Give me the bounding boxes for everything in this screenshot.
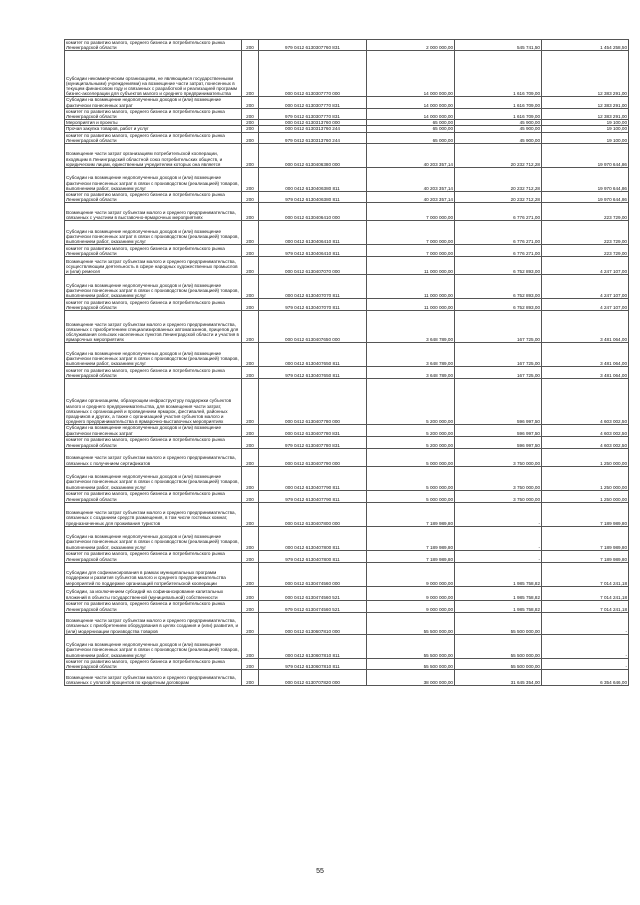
- cell-executed: 6 776 271,00: [455, 221, 542, 245]
- table-row: [65, 466, 629, 490]
- cell-name: Возмещение части затрат субъектам малого и среднего предпринимательства, связанных с созданием средств размещения, в том числе гостевых комнат, предназначенных для проживания туристов: [65, 502, 242, 526]
- cell-approved: 14 000 000,00: [367, 108, 455, 119]
- cell-remaining: 7 014 241,18: [542, 600, 629, 612]
- cell-executed: 1 985 758,82: [455, 562, 542, 586]
- cell-approved: 9 000 000,00: [367, 586, 455, 600]
- cell-remaining: 3 481 064,00: [542, 343, 629, 367]
- cell-kbk: 000 0412 6130313760 000: [259, 120, 367, 126]
- cell-remaining: 4 603 002,50: [542, 379, 629, 425]
- cell-code: 200: [242, 670, 259, 686]
- cell-approved: 5 200 000,00: [367, 379, 455, 425]
- cell-code: 200: [242, 108, 259, 119]
- cell-remaining: 7 189 989,80: [542, 526, 629, 550]
- cell-name: Субсидии организациям, образующим инфраструктуру поддержки субъектов малого и среднего предпринимательства, для возмещения части затрат, связанных с организацией и проведением ярмарок, фестивалей, районных праздников и других, а также с организацией участия субъектов малого и среднего предпринимательства в ярмарочно-выставочных мероприятиях: [65, 379, 242, 425]
- cell-kbk: 979 0412 6130607810 811: [259, 658, 367, 669]
- cell-code: 200: [242, 245, 259, 257]
- cell-code: 200: [242, 257, 259, 275]
- table-row: [65, 550, 629, 562]
- table-row: [65, 221, 629, 245]
- cell-code: 200: [242, 168, 259, 192]
- cell-executed: 596 997,50: [455, 379, 542, 425]
- cell-remaining: 19 100,00: [542, 120, 629, 126]
- table-row: [65, 502, 629, 526]
- cell-executed: 596 997,50: [455, 425, 542, 436]
- cell-name: Возмещение части затрат субъектам малого и среднего предпринимательства, осуществляющим деятельность в сфере народных художественных промыслов и (или) ремесел: [65, 257, 242, 275]
- cell-executed: 167 725,00: [455, 343, 542, 367]
- cell-code: 200: [242, 448, 259, 466]
- cell-name: Субсидии на возмещение недополученных доходов и (или) возмещение фактически понесенных затрат в связи с производством (реализацией) товаров, выполнением работ, оказанием услуг: [65, 168, 242, 192]
- cell-approved: 9 000 000,00: [367, 600, 455, 612]
- cell-approved: 40 203 357,14: [367, 144, 455, 168]
- cell-approved: 11 000 000,00: [367, 275, 455, 299]
- cell-code: 200: [242, 658, 259, 669]
- cell-remaining: 19 100,00: [542, 132, 629, 143]
- cell-kbk: 979 0412 6130407650 811: [259, 367, 367, 379]
- cell-approved: 11 000 000,00: [367, 299, 455, 311]
- cell-name: комитет по развитию малого, среднего бизнеса и потребительского рынка Ленинградской области: [65, 658, 242, 669]
- cell-executed: -: [455, 550, 542, 562]
- budget-execution-table-sheet: [64, 39, 627, 686]
- cell-remaining: 1 454 258,50: [542, 40, 629, 51]
- table-row: [65, 40, 629, 51]
- table-row: [65, 97, 629, 108]
- cell-kbk: 000 0412 6130474560 000: [259, 562, 367, 586]
- cell-executed: -: [455, 502, 542, 526]
- cell-name: комитет по развитию малого, среднего бизнеса и потребительского рынка Ленинградской области: [65, 132, 242, 143]
- cell-executed: 3 750 000,00: [455, 448, 542, 466]
- cell-approved: 65 000,00: [367, 120, 455, 126]
- page-number: 55: [316, 868, 324, 875]
- table-row: [65, 311, 629, 343]
- cell-approved: 55 500 000,00: [367, 612, 455, 634]
- cell-kbk: 000 0412 6130406380 811: [259, 168, 367, 192]
- cell-kbk: 000 0412 6130406380 000: [259, 144, 367, 168]
- cell-name: комитет по развитию малого, среднего бизнеса и потребительского рынка Ленинградской области: [65, 436, 242, 448]
- cell-approved: 5 000 000,00: [367, 490, 455, 502]
- cell-code: 200: [242, 120, 259, 126]
- cell-code: 200: [242, 425, 259, 436]
- cell-executed: 6 752 893,00: [455, 299, 542, 311]
- cell-remaining: 19 970 644,86: [542, 192, 629, 203]
- table-row: [65, 168, 629, 192]
- cell-name: Субсидии на возмещение недополученных доходов и (или) возмещение фактически понесенных затрат: [65, 425, 242, 436]
- cell-approved: 14 000 000,00: [367, 51, 455, 97]
- cell-code: 200: [242, 203, 259, 221]
- cell-executed: 45 900,00: [455, 120, 542, 126]
- cell-kbk: 979 0412 6130307770 831: [259, 108, 367, 119]
- cell-name: Субсидии на возмещение недополученных доходов и (или) возмещение фактически понесенных затрат в связи с производством (реализацией) товаров, выполнением работ, оказанием услуг: [65, 221, 242, 245]
- cell-kbk: 000 0412 6130407800 811: [259, 526, 367, 550]
- cell-kbk: 979 0412 6130474560 521: [259, 600, 367, 612]
- cell-executed: 1 985 758,82: [455, 586, 542, 600]
- cell-kbk: 979 0412 6130407070 811: [259, 299, 367, 311]
- cell-name: комитет по развитию малого, среднего бизнеса и потребительского рынка Ленинградской области: [65, 600, 242, 612]
- cell-code: 200: [242, 275, 259, 299]
- cell-name: комитет по развитию малого, среднего бизнеса и потребительского рынка Ленинградской области: [65, 245, 242, 257]
- cell-approved: 65 000,00: [367, 132, 455, 143]
- table-row: [65, 658, 629, 669]
- cell-approved: 55 500 000,00: [367, 658, 455, 669]
- table-row: [65, 379, 629, 425]
- cell-remaining: 12 383 291,00: [542, 51, 629, 97]
- cell-executed: 1 985 758,82: [455, 600, 542, 612]
- cell-approved: 65 000,00: [367, 126, 455, 132]
- cell-remaining: 12 383 291,00: [542, 108, 629, 119]
- cell-code: 200: [242, 586, 259, 600]
- cell-code: 200: [242, 379, 259, 425]
- cell-executed: 20 232 712,28: [455, 144, 542, 168]
- cell-name: комитет по развитию малого, среднего бизнеса и потребительского рынка Ленинградской области: [65, 192, 242, 203]
- table-row: [65, 299, 629, 311]
- cell-remaining: 3 481 064,00: [542, 367, 629, 379]
- cell-code: 200: [242, 51, 259, 97]
- cell-remaining: 4 603 002,50: [542, 425, 629, 436]
- cell-executed: 45 900,00: [455, 126, 542, 132]
- cell-approved: 3 648 789,00: [367, 367, 455, 379]
- cell-executed: 1 616 709,00: [455, 108, 542, 119]
- table-row: [65, 448, 629, 466]
- table-row: [65, 367, 629, 379]
- table-body: [65, 40, 629, 686]
- cell-code: 200: [242, 221, 259, 245]
- cell-approved: 7 000 000,00: [367, 203, 455, 221]
- cell-kbk: 000 0412 6130607810 000: [259, 612, 367, 634]
- cell-approved: 7 189 989,80: [367, 502, 455, 526]
- cell-executed: 3 750 000,00: [455, 490, 542, 502]
- cell-kbk: 979 0412 6130307760 831: [259, 40, 367, 51]
- cell-remaining: 7 014 241,18: [542, 586, 629, 600]
- cell-kbk: 000 0412 6130407650 000: [259, 311, 367, 343]
- table-row: [65, 526, 629, 550]
- cell-code: 200: [242, 299, 259, 311]
- cell-remaining: 4 247 107,00: [542, 299, 629, 311]
- cell-executed: 31 645 354,00: [455, 670, 542, 686]
- cell-kbk: 979 0412 6130406410 811: [259, 245, 367, 257]
- cell-approved: 2 000 000,00: [367, 40, 455, 51]
- cell-remaining: 7 189 989,80: [542, 550, 629, 562]
- cell-name: Мероприятия и проекты: [65, 120, 242, 126]
- cell-code: 200: [242, 634, 259, 658]
- cell-kbk: 000 0412 6130407650 811: [259, 343, 367, 367]
- cell-kbk: 000 0412 6130407780 831: [259, 425, 367, 436]
- cell-remaining: -: [542, 634, 629, 658]
- cell-kbk: 000 0412 6130707820 000: [259, 670, 367, 686]
- table-row: [65, 600, 629, 612]
- cell-name: Субсидии на возмещение недополученных доходов и (или) возмещение фактически понесенных затрат в связи с производством (реализацией) товаров, выполнением работ, оказанием услуг: [65, 343, 242, 367]
- cell-code: 200: [242, 562, 259, 586]
- cell-executed: 20 232 712,28: [455, 168, 542, 192]
- cell-executed: 55 500 000,00: [455, 634, 542, 658]
- cell-approved: 5 000 000,00: [367, 448, 455, 466]
- cell-code: 200: [242, 192, 259, 203]
- cell-approved: 14 000 000,00: [367, 97, 455, 108]
- cell-approved: 5 000 000,00: [367, 466, 455, 490]
- cell-remaining: 19 970 644,86: [542, 168, 629, 192]
- cell-approved: 3 648 789,00: [367, 311, 455, 343]
- table-row: [65, 670, 629, 686]
- cell-name: Возмещение части затрат субъектам малого и среднего предпринимательства, связанных с уплатой процентов по кредитным договорам: [65, 670, 242, 686]
- table-row: [65, 203, 629, 221]
- cell-name: комитет по развитию малого, среднего бизнеса и потребительского рынка Ленинградской области: [65, 550, 242, 562]
- cell-name: Возмещение части затрат субъектам малого и среднего предпринимательства, связанных с получением сертификатов: [65, 448, 242, 466]
- cell-name: Возмещение части затрат субъектам малого и среднего предпринимательства, связанных с приобретением специализированных автомагазинов, прицепов для обслуживания сельских населенных пунктов Ленинградской области и участия в ярмарочных мероприятиях: [65, 311, 242, 343]
- cell-remaining: 19 970 644,86: [542, 144, 629, 168]
- cell-executed: 6 776 271,00: [455, 245, 542, 257]
- cell-name: комитет по развитию малого, среднего бизнеса и потребительского рынка Ленинградской области: [65, 299, 242, 311]
- cell-executed: 45 900,00: [455, 132, 542, 143]
- cell-kbk: 000 0412 6130406410 811: [259, 221, 367, 245]
- cell-name: Возмещение части затрат организациям потребительской кооперации, входящим в Ленинградский областной союз потребительских обществ, и юридическим лицам, единственным учредителем которых она является: [65, 144, 242, 168]
- table-row: [65, 586, 629, 600]
- cell-code: 200: [242, 126, 259, 132]
- cell-code: 200: [242, 144, 259, 168]
- cell-name: Возмещение части затрат субъектам малого и среднего предпринимательства, связанных с участием в выставочно-ярмарочных мероприятиях: [65, 203, 242, 221]
- cell-kbk: 000 0412 6130407800 000: [259, 502, 367, 526]
- cell-name: Прочая закупка товаров, работ и услуг: [65, 126, 242, 132]
- cell-approved: 7 189 989,80: [367, 526, 455, 550]
- cell-executed: 167 725,00: [455, 367, 542, 379]
- cell-remaining: 223 729,00: [542, 245, 629, 257]
- cell-code: 200: [242, 40, 259, 51]
- table-row: [65, 132, 629, 143]
- cell-kbk: 979 0412 6130406380 811: [259, 192, 367, 203]
- cell-approved: 7 189 989,80: [367, 550, 455, 562]
- cell-remaining: 7 014 241,18: [542, 562, 629, 586]
- cell-remaining: 7 189 989,80: [542, 502, 629, 526]
- cell-remaining: 19 100,00: [542, 126, 629, 132]
- cell-name: Субсидии, за исключением субсидий на софинансирование капитальных вложений в объекты государственной (муниципальной) собственности: [65, 586, 242, 600]
- cell-remaining: 12 383 291,00: [542, 97, 629, 108]
- cell-executed: 6 752 893,00: [455, 257, 542, 275]
- table-row: [65, 343, 629, 367]
- cell-code: 200: [242, 490, 259, 502]
- cell-approved: 7 000 000,00: [367, 245, 455, 257]
- cell-executed: 1 616 709,00: [455, 97, 542, 108]
- cell-remaining: 6 354 646,00: [542, 670, 629, 686]
- table-row: [65, 245, 629, 257]
- cell-kbk: 000 0412 6130407780 000: [259, 379, 367, 425]
- cell-name: Субсидии некоммерческим организациям, не являющимся государственными (муниципальными) учреждениями) на возмещение части затрат, понесенных в текущем финансовом году и связанных с разработкой и реализацией программ бизнес-акселерации для субъектов малого и среднего предпринимательства: [65, 51, 242, 97]
- cell-approved: 40 203 357,14: [367, 192, 455, 203]
- cell-executed: 55 500 000,00: [455, 612, 542, 634]
- cell-name: комитет по развитию малого, среднего бизнеса и потребительского рынка Ленинградской области: [65, 367, 242, 379]
- table-row: [65, 425, 629, 436]
- cell-code: 200: [242, 436, 259, 448]
- table-row: [65, 108, 629, 119]
- cell-name: Субсидии на возмещение недополученных доходов и (или) возмещение фактически понесенных затрат в связи с производством (реализацией) товаров, выполнением работ, оказанием услуг: [65, 466, 242, 490]
- cell-approved: 40 203 357,14: [367, 168, 455, 192]
- cell-approved: 5 200 000,00: [367, 425, 455, 436]
- cell-approved: 3 648 789,00: [367, 343, 455, 367]
- cell-remaining: 3 481 064,00: [542, 311, 629, 343]
- cell-executed: 1 616 709,00: [455, 51, 542, 97]
- cell-code: 200: [242, 526, 259, 550]
- cell-code: 200: [242, 97, 259, 108]
- cell-code: 200: [242, 343, 259, 367]
- table-row: [65, 144, 629, 168]
- cell-code: 200: [242, 550, 259, 562]
- cell-code: 200: [242, 311, 259, 343]
- cell-kbk: 000 0412 6130407790 811: [259, 466, 367, 490]
- cell-kbk: 000 0412 6130406410 000: [259, 203, 367, 221]
- table-row: [65, 192, 629, 203]
- cell-executed: 55 500 000,00: [455, 658, 542, 669]
- cell-code: 200: [242, 600, 259, 612]
- table-row: [65, 634, 629, 658]
- cell-name: Субсидии для софинансирования в рамках муниципальных программ поддержки и развития субъектов малого и среднего предпринимательства мероприятий по поддержке организаций потребительской кооперации: [65, 562, 242, 586]
- cell-approved: 55 500 000,00: [367, 634, 455, 658]
- table-row: [65, 51, 629, 97]
- cell-executed: 3 750 000,00: [455, 466, 542, 490]
- cell-executed: 20 232 712,28: [455, 192, 542, 203]
- cell-name: Возмещение части затрат субъектам малого и среднего предпринимательства, связанных с приобретением оборудования в целях создания и (или) развития, и (или) модернизации производства товаров: [65, 612, 242, 634]
- cell-code: 200: [242, 367, 259, 379]
- cell-remaining: 4 247 107,00: [542, 275, 629, 299]
- cell-name: Субсидии на возмещение недополученных доходов и (или) возмещение фактически понесенных затрат в связи с производством (реализацией) товаров, выполнением работ, оказанием услуг: [65, 275, 242, 299]
- cell-remaining: 1 250 000,00: [542, 490, 629, 502]
- cell-name: комитет по развитию малого, среднего бизнеса и потребительского рынка Ленинградской области: [65, 40, 242, 51]
- cell-kbk: 979 0412 6130313760 244: [259, 132, 367, 143]
- cell-executed: 167 725,00: [455, 311, 542, 343]
- cell-code: 200: [242, 466, 259, 490]
- cell-approved: 7 000 000,00: [367, 221, 455, 245]
- cell-approved: 11 000 000,00: [367, 257, 455, 275]
- cell-name: Субсидии на возмещение недополученных доходов и (или) возмещение фактически понесенных затрат: [65, 97, 242, 108]
- cell-kbk: 979 0412 6130407790 811: [259, 490, 367, 502]
- cell-remaining: -: [542, 658, 629, 669]
- cell-kbk: 000 0412 6130607810 811: [259, 634, 367, 658]
- cell-code: 200: [242, 132, 259, 143]
- cell-name: Субсидии на возмещение недополученных доходов и (или) возмещение фактически понесенных затрат в связи с производством (реализацией) товаров, выполнением работ, оказанием услуг: [65, 526, 242, 550]
- cell-kbk: 000 0412 6130474560 521: [259, 586, 367, 600]
- cell-kbk: 000 0412 6130313760 244: [259, 126, 367, 132]
- cell-remaining: 1 250 000,00: [542, 466, 629, 490]
- cell-code: 200: [242, 502, 259, 526]
- cell-kbk: 979 0412 6130407780 831: [259, 436, 367, 448]
- cell-name: комитет по развитию малого, среднего бизнеса и потребительского рынка Ленинградской области: [65, 108, 242, 119]
- cell-approved: 38 000 000,00: [367, 670, 455, 686]
- cell-remaining: -: [542, 612, 629, 634]
- cell-executed: 6 776 271,00: [455, 203, 542, 221]
- table-row: [65, 257, 629, 275]
- cell-remaining: 1 250 000,00: [542, 448, 629, 466]
- cell-executed: 6 752 893,00: [455, 275, 542, 299]
- cell-kbk: 000 0412 6130307770 000: [259, 51, 367, 97]
- cell-name: комитет по развитию малого, среднего бизнеса и потребительского рынка Ленинградской области: [65, 490, 242, 502]
- cell-executed: -: [455, 526, 542, 550]
- table-row: [65, 490, 629, 502]
- cell-remaining: 223 729,00: [542, 221, 629, 245]
- cell-remaining: 4 247 107,00: [542, 257, 629, 275]
- cell-code: 200: [242, 612, 259, 634]
- cell-approved: 9 000 000,00: [367, 562, 455, 586]
- cell-kbk: 000 0412 6130407070 811: [259, 275, 367, 299]
- cell-remaining: 4 603 002,50: [542, 436, 629, 448]
- cell-executed: 545 741,50: [455, 40, 542, 51]
- cell-approved: 5 200 000,00: [367, 436, 455, 448]
- table-row: [65, 275, 629, 299]
- table-row: [65, 612, 629, 634]
- table-row: [65, 436, 629, 448]
- table-row: [65, 562, 629, 586]
- cell-remaining: 223 729,00: [542, 203, 629, 221]
- cell-executed: 596 997,50: [455, 436, 542, 448]
- cell-kbk: 979 0412 6130407800 811: [259, 550, 367, 562]
- cell-name: Субсидии на возмещение недополученных доходов и (или) возмещение фактически понесенных затрат в связи с производством (реализацией) товаров, выполнением работ, оказанием услуг: [65, 634, 242, 658]
- budget-execution-table: [64, 39, 629, 686]
- cell-kbk: 000 0412 6130307770 831: [259, 97, 367, 108]
- cell-kbk: 000 0412 6130407070 000: [259, 257, 367, 275]
- cell-kbk: 000 0412 6130407790 000: [259, 448, 367, 466]
